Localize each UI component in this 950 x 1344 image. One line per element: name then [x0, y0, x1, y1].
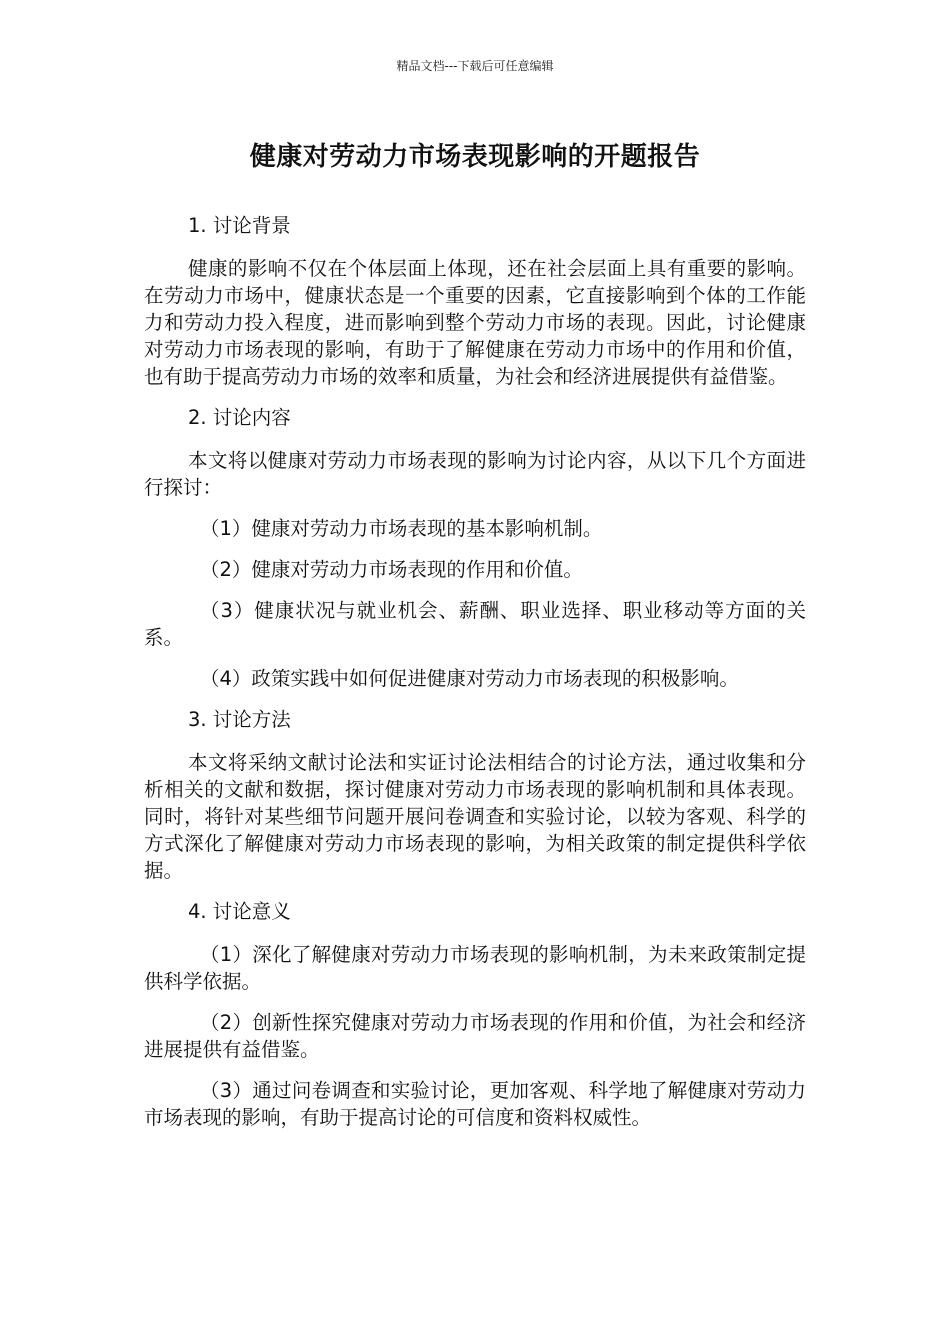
- content-item: （1）健康对劳动力市场表现的基本影响机制。: [200, 517, 603, 540]
- section-heading-method: 3. 讨论方法: [188, 708, 291, 731]
- content-item: （2）健康对劳动力市场表现的作用和价值。: [200, 558, 583, 581]
- background-paragraph: 健康的影响不仅在个体层面上体现，还在社会层面上具有重要的影响。在劳动力市场中，健康状态是一个重要的因素，它直接影响到个体的工作能力和劳动力投入程度，进而影响到整个劳动力市场的表现。因此，讨论健康对劳动力市场表现的影响，有助于了解健康在劳动力市场中的作用和价值，也有助于提高劳动力市场的效率和质量，为社会和经济进展提供有益借鉴。: [144, 257, 806, 388]
- significance-item: （3）通过问卷调查和实验讨论，更加客观、科学地了解健康对劳动力市场表现的影响，有助于提高讨论的可信度和资料权威性。: [144, 1079, 806, 1129]
- content-item: （4）政策实践中如何促进健康对劳动力市场表现的积极影响。: [200, 667, 739, 690]
- section-heading-background: 1. 讨论背景: [188, 214, 291, 237]
- significance-item: （1）深化了解健康对劳动力市场表现的影响机制，为未来政策制定提供科学依据。: [144, 943, 806, 993]
- header-note: 精品文档---下载后可任意编辑: [396, 59, 554, 73]
- document-body: [144, 212, 806, 1145]
- document-title: 健康对劳动力市场表现影响的开题报告: [249, 142, 701, 172]
- method-paragraph: 本文将采纳文献讨论法和实证讨论法相结合的讨论方法，通过收集和分析相关的文献和数据，探讨健康对劳动力市场表现的影响机制和具体表现。同时，将针对某些细节问题开展问卷调查和实验讨论，以较为客观、科学的方式深化了解健康对劳动力市场表现的影响，为相关政策的制定提供科学依据。: [144, 751, 806, 882]
- section-heading-significance: 4. 讨论意义: [188, 900, 291, 923]
- content-item: （3）健康状况与就业机会、薪酬、职业选择、职业移动等方面的关系。: [144, 599, 806, 649]
- significance-item: （2）创新性探究健康对劳动力市场表现的作用和价值，为社会和经济进展提供有益借鉴。: [144, 1011, 806, 1061]
- content-paragraph: 本文将以健康对劳动力市场表现的影响为讨论内容，从以下几个方面进行探讨：: [144, 449, 806, 499]
- section-heading-content: 2. 讨论内容: [188, 406, 291, 429]
